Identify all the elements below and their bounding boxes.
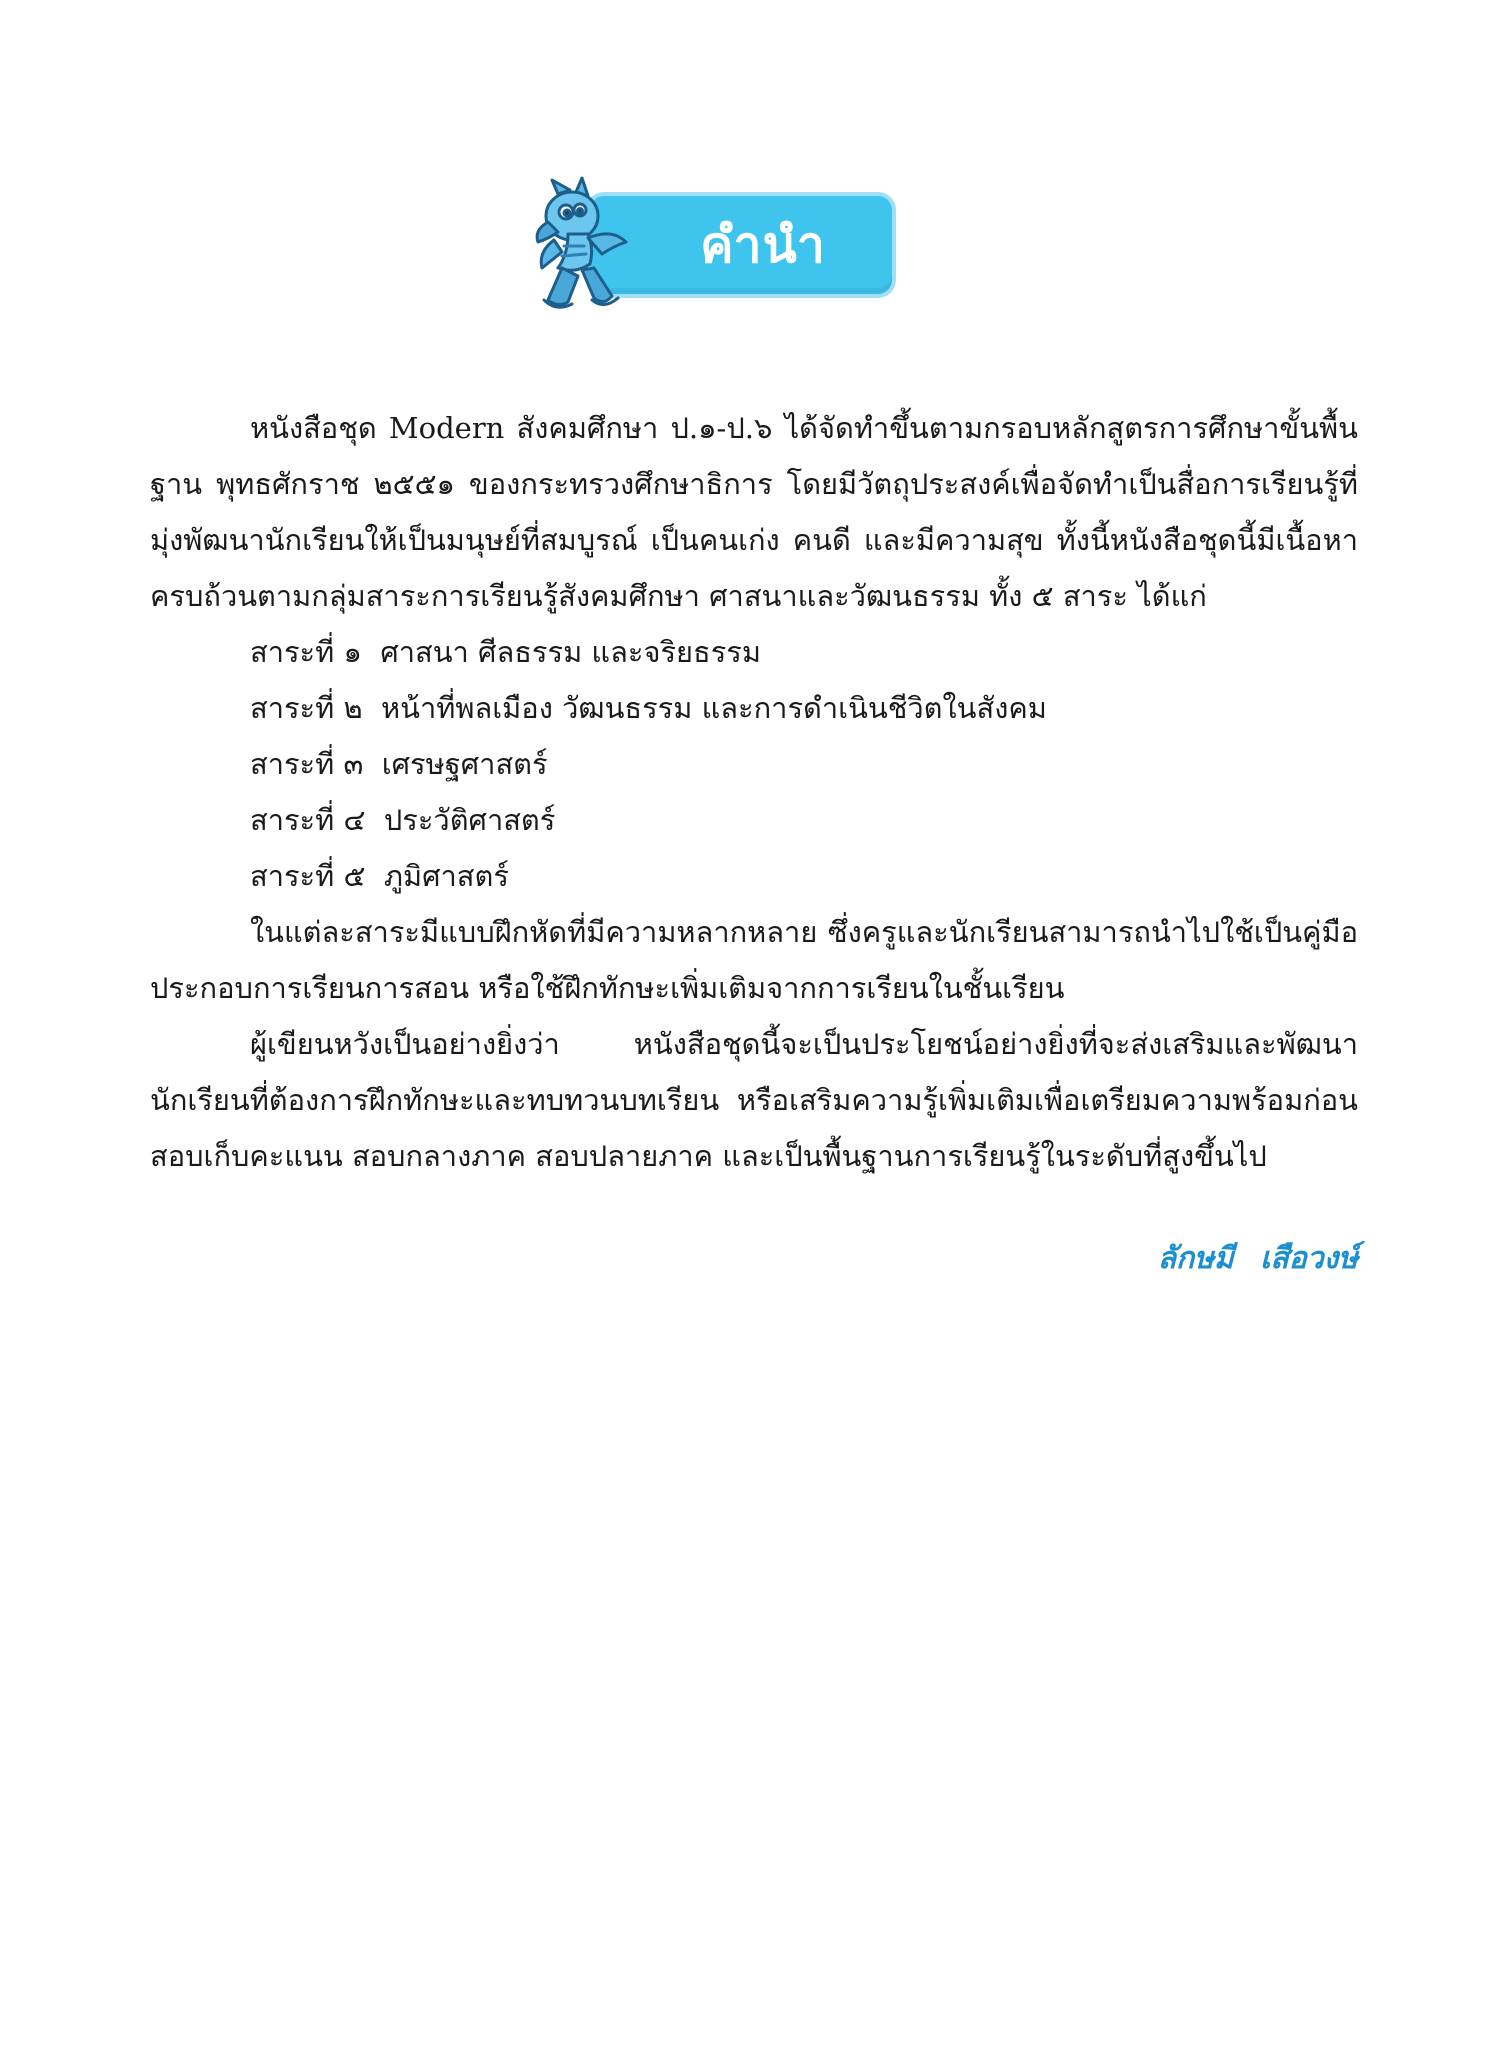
preface-body	[150, 400, 1358, 1184]
author-signature: ลักษมี เสือวงษ์	[1157, 1241, 1358, 1276]
subject-label: สาระที่ ๑	[250, 635, 362, 669]
page-title: คำนำ	[700, 215, 826, 274]
subject-item-1	[150, 624, 1358, 680]
subject-item-5	[150, 848, 1358, 904]
preface-paragraph-3: ผู้เขียนหวังเป็นอย่างยิ่งว่า หนังสือชุดนี้จะเป็นประโยชน์อย่างยิ่งที่จะส่งเสริมและพัฒนานักเรียนที่ต้องการฝึกทักษะและทบทวนบทเรียน หรือเสริมความรู้เพิ่มเติมเพื่อเตรียมความพร้อมก่อนสอบเก็บคะแนน สอบกลางภาค สอบปลายภาค และเป็นพื้นฐานการเรียนรู้ในระดับที่สูงขึ้นไป	[150, 1027, 1358, 1173]
subject-label: สาระที่ ๓	[250, 747, 364, 781]
page-header	[528, 176, 908, 312]
preface-paragraph-1: หนังสือชุด Modern สังคมศึกษา ป.๑-ป.๖ ได้จัดทำขึ้นตามกรอบหลักสูตรการศึกษาขั้นพื้นฐาน พุทธศักราช ๒๕๕๑ ของกระทรวงศึกษาธิการ โดยมีวัตถุประสงค์เพื่อจัดทำเป็นสื่อการเรียนรู้ที่มุ่งพัฒนานักเรียนให้เป็นมนุษย์ที่สมบูรณ์ เป็นคนเก่ง คนดี และมีความสุข ทั้งนี้หนังสือชุดนี้มีเนื้อหาครบถ้วนตามกลุ่มสาระการเรียนรู้สังคมศึกษา ศาสนาและวัฒนธรรม ทั้ง ๕ สาระ ได้แก่	[150, 411, 1358, 613]
subject-text: ภูมิศาสตร์	[383, 859, 509, 893]
subject-label: สาระที่ ๕	[250, 859, 366, 893]
subject-item-4	[150, 792, 1358, 848]
subject-label: สาระที่ ๒	[250, 691, 363, 725]
subject-text: ประวัติศาสตร์	[383, 803, 556, 837]
subject-label: สาระที่ ๔	[250, 803, 366, 837]
subject-text: ศาสนา ศีลธรรม และจริยธรรม	[380, 635, 761, 669]
subject-item-3	[150, 736, 1358, 792]
subject-text: หน้าที่พลเมือง วัฒนธรรม และการดำเนินชีวิตในสังคม	[381, 691, 1047, 725]
subject-text: เศรษฐศาสตร์	[381, 747, 548, 781]
subject-item-2	[150, 680, 1358, 736]
cartoon-character-icon	[528, 176, 658, 312]
preface-paragraph-2: ในแต่ละสาระมีแบบฝึกหัดที่มีความหลากหลาย ซึ่งครูและนักเรียนสามารถนำไปใช้เป็นคู่มือประกอบการเรียนการสอน หรือใช้ฝึกทักษะเพิ่มเติมจากการเรียนในชั้นเรียน	[150, 915, 1358, 1005]
